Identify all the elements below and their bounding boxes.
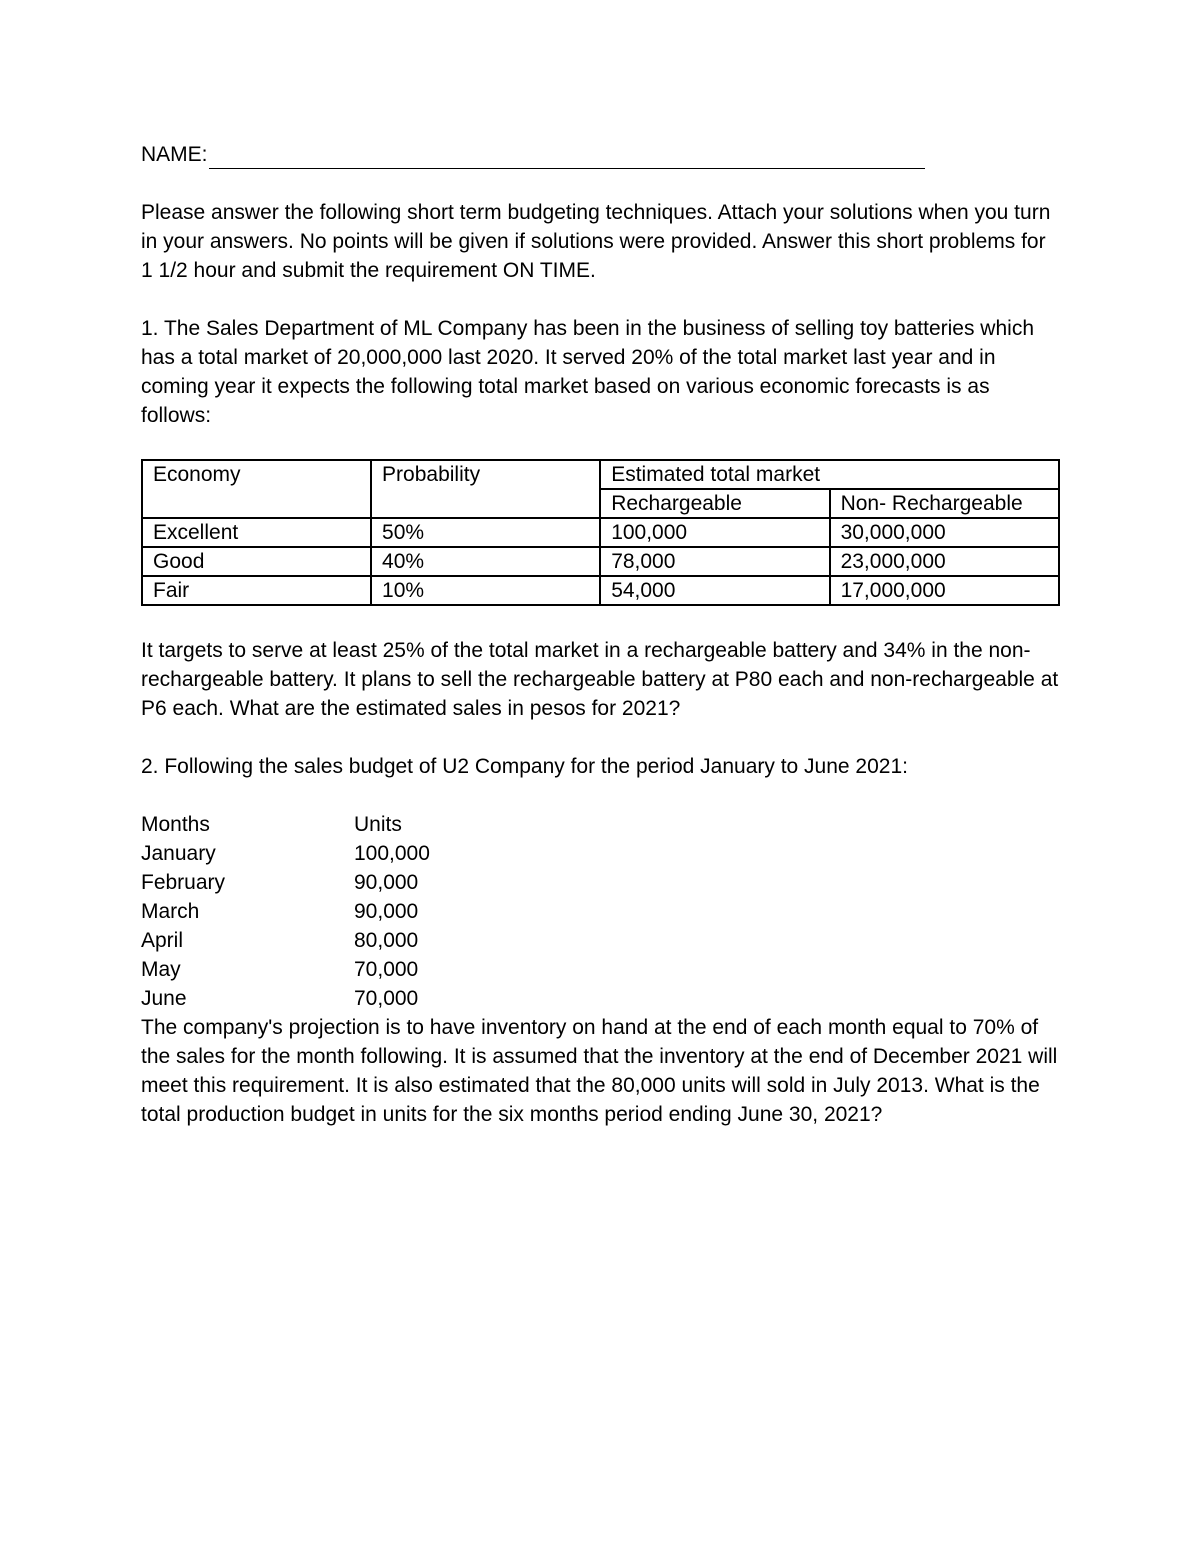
month-label: February — [141, 871, 226, 894]
units-value: 100,000 — [354, 842, 430, 865]
table-row — [142, 547, 1059, 576]
units-value: 80,000 — [354, 929, 419, 952]
table-header-row — [142, 460, 1059, 489]
list-item — [141, 897, 1061, 926]
cell-rechargeable: 54,000 — [600, 576, 829, 605]
cell-non-rechargeable: 30,000,000 — [830, 518, 1059, 547]
document-page — [141, 140, 1061, 1129]
problem-1-text: 1. The Sales Department of ML Company has been in the business of selling toy batteries which has a total market of 20,000,000 last 2020. It served 20% of the total market last year and in coming year it expects the following total market based on various economic forecasts is as follows: — [141, 317, 1034, 427]
name-line — [141, 140, 1061, 169]
list-item — [141, 984, 1061, 1013]
units-value: 90,000 — [354, 871, 419, 894]
cell-non-rechargeable: 23,000,000 — [830, 547, 1059, 576]
cell-economy: Fair — [142, 576, 371, 605]
cell-probability: 10% — [371, 576, 600, 605]
sales-budget-list — [141, 810, 1061, 1013]
header-estimated-total-market: Estimated total market — [600, 460, 1059, 489]
header-economy: Economy — [142, 460, 371, 518]
month-label: April — [141, 929, 184, 952]
table-row — [142, 576, 1059, 605]
market-table — [141, 459, 1060, 606]
cell-rechargeable: 78,000 — [600, 547, 829, 576]
sales-budget-header — [141, 810, 1061, 839]
list-item — [141, 926, 1061, 955]
table-row — [142, 518, 1059, 547]
subheader-non-rechargeable: Non- Rechargeable — [830, 489, 1059, 518]
header-probability: Probability — [371, 460, 600, 518]
month-label: March — [141, 900, 200, 923]
problem-2-followup: The company's projection is to have inventory on hand at the end of each month equal to 70% of the sales for the month following. It is assumed that the inventory at the end of December 2021 will meet this requirement. It is also estimated that the 80,000 units will sold in July 2013. What is the total production budget in units for the six months period ending June 30, 2021? — [141, 1016, 1058, 1126]
list-item — [141, 955, 1061, 984]
cell-non-rechargeable: 17,000,000 — [830, 576, 1059, 605]
units-header: Units — [354, 813, 402, 836]
month-label: June — [141, 987, 187, 1010]
cell-economy: Good — [142, 547, 371, 576]
cell-probability: 50% — [371, 518, 600, 547]
name-blank-line — [209, 146, 925, 169]
instructions-paragraph: Please answer the following short term budgeting techniques. Attach your solutions when you turn in your answers. No points will be given if solutions were provided. Answer this short problems for 1 1/2 hour and submit the requirement ON TIME. — [141, 201, 1051, 282]
problem-2-text: 2. Following the sales budget of U2 Company for the period January to June 2021: — [141, 755, 908, 778]
month-label: January — [141, 842, 216, 865]
list-item — [141, 868, 1061, 897]
subheader-rechargeable: Rechargeable — [600, 489, 829, 518]
list-item — [141, 839, 1061, 868]
cell-economy: Excellent — [142, 518, 371, 547]
units-value: 70,000 — [354, 958, 419, 981]
cell-rechargeable: 100,000 — [600, 518, 829, 547]
months-header: Months — [141, 813, 210, 836]
month-label: May — [141, 958, 181, 981]
problem-1-followup: It targets to serve at least 25% of the total market in a rechargeable battery and 34% in the non-rechargeable battery. It plans to sell the rechargeable battery at P80 each and non-rechargeable at P6 each. What are the estimated sales in pesos for 2021? — [141, 639, 1059, 720]
units-value: 90,000 — [354, 900, 419, 923]
cell-probability: 40% — [371, 547, 600, 576]
units-value: 70,000 — [354, 987, 419, 1010]
name-label: NAME: — [141, 143, 208, 166]
